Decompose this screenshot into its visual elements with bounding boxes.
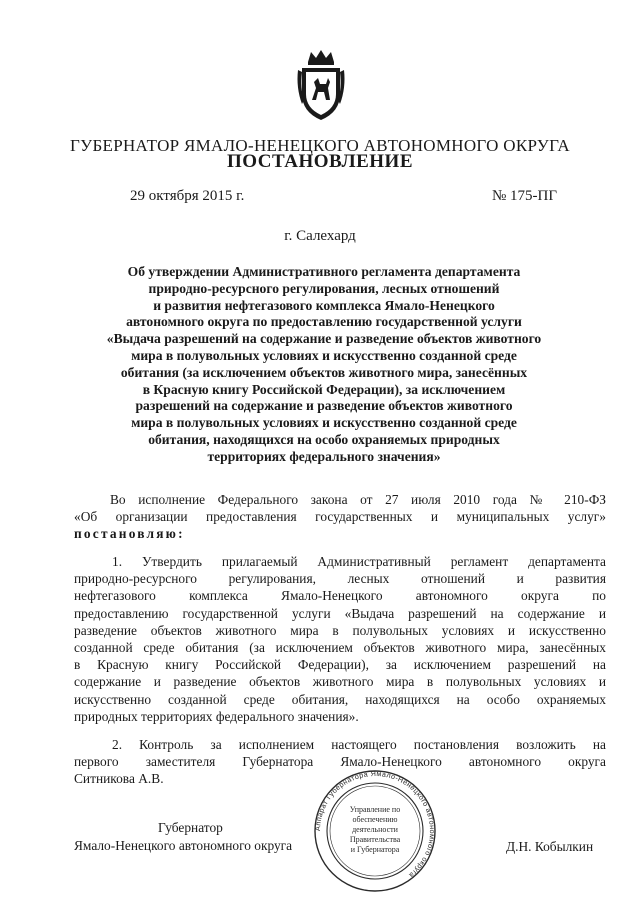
clause-1-line: искусственно созданной среде обитания, находящихся на особо охраняемых [74, 691, 606, 707]
signatory-organization: Ямало-Ненецкого автономного округа [74, 838, 293, 853]
clause-1-line: 1. Утвердить прилагаемый Административный регламент департамента [112, 554, 606, 569]
clause-1-line: созданной среде обитания (за исключением объектов животного мира, занесённых [74, 640, 606, 656]
seal-line: Правительства [349, 835, 401, 844]
clause-2-line: Ситникова А.В. [74, 771, 164, 787]
signatory-title: Губернатор [158, 820, 223, 835]
subject-line: природно-ресурсного регулирования, лесных отношений [148, 280, 500, 296]
seal-line: Управление по [349, 805, 401, 814]
document-type: ПОСТАНОВЛЕНИЕ [226, 151, 414, 172]
document-date: 29 октября 2015 г. [130, 188, 245, 204]
preamble-line: Во исполнение Федерального закона от 27 июля 2010 года № 210-ФЗ [110, 492, 606, 507]
subject-line: мира в полувольных условиях и искусственно созданной среде [131, 415, 517, 431]
signatory-name: Д.Н. Кобылкин [506, 839, 594, 854]
subject-line: мира в полувольных условиях и искусственно созданной среде [131, 347, 517, 363]
seal-line: и Губернатора [350, 845, 400, 854]
subject-line: Об утверждении Административного регламента департамента [127, 264, 521, 279]
subject-line: и развития нефтегазового комплекса Ямало-Ненецкого [153, 297, 495, 313]
clause-2-line: 2. Контроль за исполнением настоящего постановления возложить на [112, 737, 606, 752]
subject-line: территориях федерального значения» [207, 448, 441, 464]
clause-1-line: предоставлению государственной услуги «Выдача разрешений на содержание и [74, 605, 606, 621]
preamble-line: «Об организации предоставления государственных и муниципальных услуг» [74, 509, 606, 525]
preamble-paragraph [74, 491, 606, 543]
document-number: № 175-ПГ [492, 188, 558, 204]
clause-1-line: в Красную книгу Российской Федерации), за исключением разрешений на [74, 657, 606, 673]
seal-line: деятельности [352, 825, 398, 834]
issuing-authority: ГУБЕРНАТОР ЯМАЛО-НЕНЕЦКОГО АВТОНОМНОГО ОКРУГА [69, 136, 570, 155]
clause-1-line: содержание и разведение объектов животного мира в полувольных условиях и [74, 674, 606, 690]
official-seal-icon [300, 770, 450, 892]
seal-ring-text: Аппарат Губернатора Ямало-Ненецкого автономного округа [312, 770, 438, 881]
document-city: г. Салехард [284, 228, 356, 244]
subject-line: обитания, находящихся на особо охраняемых природных [148, 431, 500, 447]
clause-2-line: первого заместителя Губернатора Ямало-Ненецкого автономного округа [74, 754, 606, 770]
resolution-keyword: постановляю: [74, 526, 185, 542]
subject-line: автономного округа по предоставлению государственной услуги [126, 314, 522, 330]
clause-1-line: природных территориях федерального значения». [74, 708, 359, 724]
clause-1-line: разведение объектов животного мира в полувольных условиях и искусственно [74, 622, 606, 638]
seal-line: обеспечению [352, 815, 398, 824]
coat-of-arms-icon [296, 48, 346, 124]
subject-line: в Красную книгу Российской Федерации), за исключением [142, 381, 506, 397]
subject-line: разрешений на содержание и разведение объектов животного [135, 398, 513, 414]
clause-1-line: нефтегазового комплекса Ямало-Ненецкого автономного округа по [74, 588, 606, 604]
subject-line: обитания (за исключением объектов животного мира, занесённых [120, 364, 528, 380]
clause-1-line: природно-ресурсного регулирования, лесных отношений и развития [74, 571, 606, 587]
document-subject [88, 264, 560, 466]
subject-line: «Выдача разрешений на содержание и разведение объектов животного [106, 331, 542, 347]
clause-1 [74, 553, 606, 725]
